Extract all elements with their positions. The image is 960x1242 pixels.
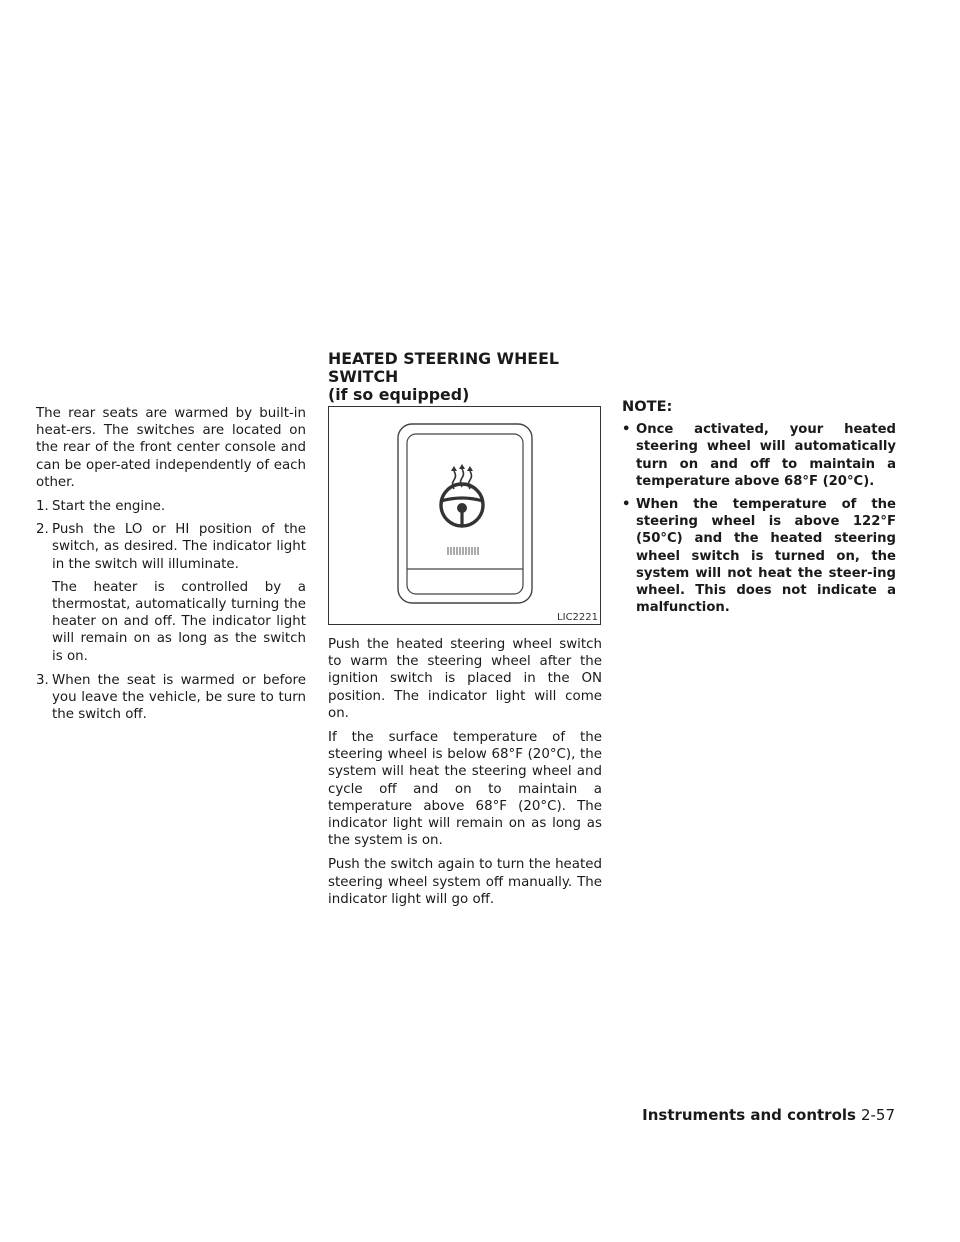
body-paragraph: If the surface temperature of the steering wheel is below 68°F (20°C), the system will heat the steering wheel and cycle off and on to maintain a temperature above 68°F (20°C). The indicator light will remain on as long as the system is on. — [328, 730, 602, 849]
intro-paragraph: The rear seats are warmed by built-in heat-ers. The switches are located on the rear of the front center console and can be oper-ated independently of each other. — [36, 406, 306, 490]
heated-steering-wheel-switch-drawing — [329, 407, 600, 624]
bullet-marker: • — [622, 497, 631, 513]
note-bullet-text: Once activated, your heated steering wheel will automatically turn on and off to maintain a temperature above 68°F (20°C). — [636, 422, 896, 489]
note-bullet — [622, 421, 896, 490]
step-number: 3. — [36, 672, 49, 688]
note-bullet — [622, 496, 896, 616]
middle-column — [328, 636, 602, 915]
step-1 — [36, 498, 306, 515]
step-text: Push the LO or HI position of the switch, as desired. The indicator light in the switch will illuminate. — [52, 522, 306, 572]
indicator-light — [448, 547, 478, 555]
page-footer — [642, 1106, 895, 1124]
bullet-marker: • — [622, 422, 631, 438]
note-block — [622, 398, 896, 622]
note-title: NOTE: — [622, 398, 673, 415]
section-heading — [328, 350, 628, 404]
step-number: 2. — [36, 522, 49, 538]
switch-illustration — [328, 406, 601, 625]
step-2-continuation: The heater is controlled by a thermostat, automatically turning the heater on and off. The indicator light will remain on as long as the switch is on. — [52, 579, 306, 664]
step-2 — [36, 521, 306, 573]
step-3 — [36, 672, 306, 724]
page-number: 2-57 — [860, 1106, 895, 1124]
step-number: 1. — [36, 499, 49, 515]
footer-section-label: Instruments and controls — [642, 1106, 856, 1124]
step-text: When the seat is warmed or before you leave the vehicle, be sure to turn the switch off. — [52, 672, 306, 723]
section-heading-line-1: HEATED STEERING WHEEL SWITCH — [328, 349, 559, 386]
step-text: Start the engine. — [52, 499, 166, 515]
heated-steering-wheel-icon — [441, 464, 483, 526]
figure-label: LIC2221 — [557, 612, 598, 623]
body-paragraph: Push the switch again to turn the heated steering wheel system off manually. The indicator light will go off. — [328, 857, 602, 907]
note-bullet-text: When the temperature of the steering wheel is above 122°F (50°C) and the heated steering wheel switch is turned on, the system will not heat the steer-ing wheel. This does not indicate a malfunction. — [636, 497, 896, 616]
body-paragraph: Push the heated steering wheel switch to warm the steering wheel after the ignition switch is placed in the ON position. The indicator light will come on. — [328, 637, 602, 721]
section-heading-line-2: (if so equipped) — [328, 385, 470, 404]
left-column — [36, 405, 306, 729]
